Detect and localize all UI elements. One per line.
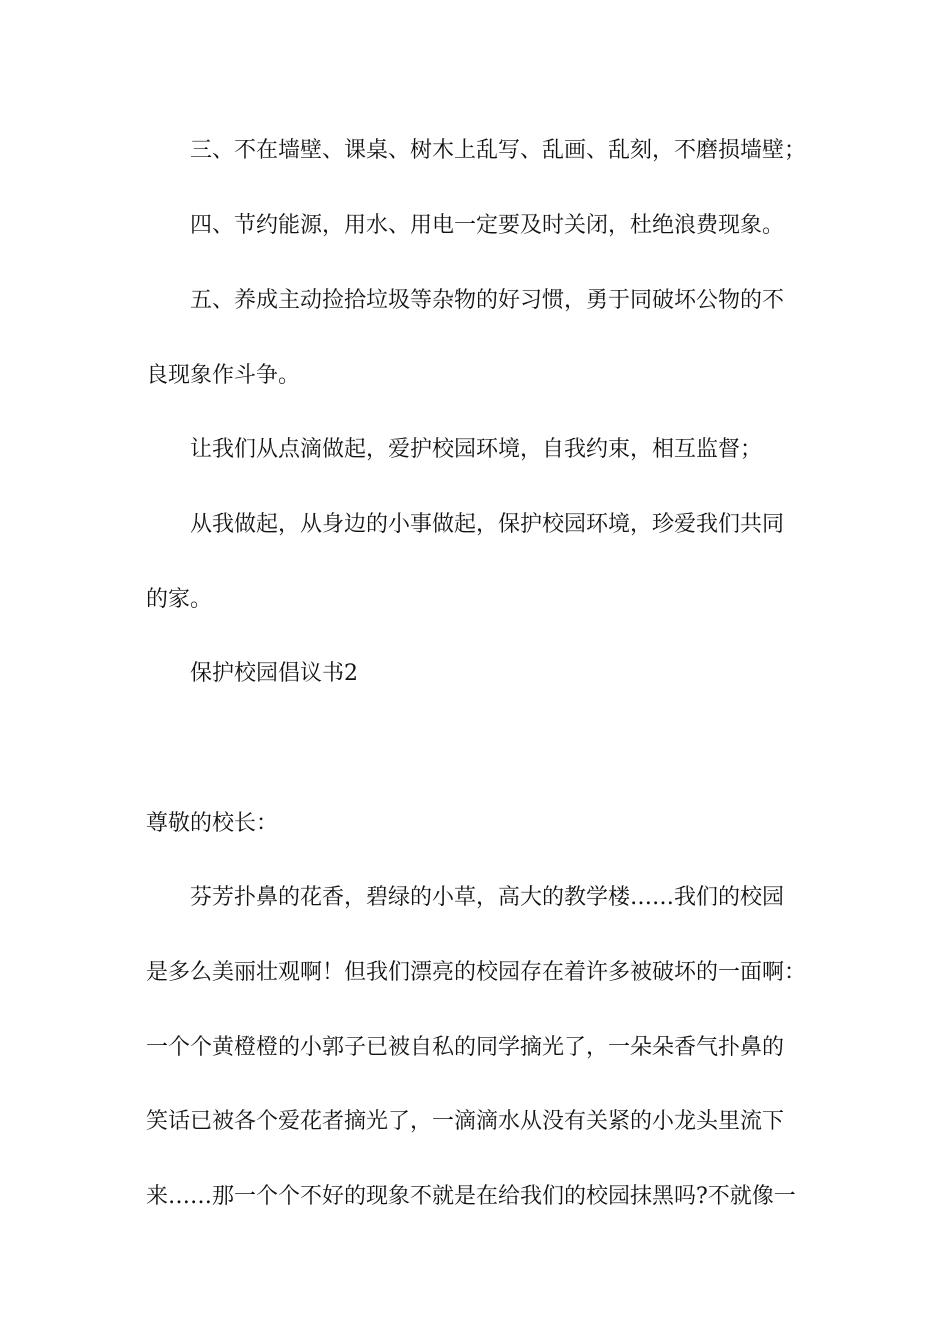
body-line-2: 是多么美丽壮观啊！但我们漂亮的校园存在着许多被破坏的一面啊：: [146, 960, 807, 985]
body-line-1: 芬芳扑鼻的花香，碧绿的小草，高大的教学楼……我们的校园: [190, 885, 785, 910]
body-line-3: 一个个黄橙橙的小郭子已被自私的同学摘光了，一朵朵香气扑鼻的: [146, 1035, 785, 1060]
paragraph-start-from-me: 从我做起，从身边的小事做起，保护校园环境，珍爱我们共同: [190, 512, 785, 537]
rule-three: 三、不在墙壁、课桌、树木上乱写、乱画、乱刻，不磨损墙壁；: [190, 138, 807, 163]
body-line-5: 来……那一个个不好的现象不就是在给我们的校园抹黑吗?不就像一: [146, 1184, 796, 1209]
salutation: 尊敬的校长：: [146, 811, 279, 836]
section-title: 保护校园倡议书2: [190, 661, 358, 686]
rule-five-continued: 良现象作斗争。: [146, 363, 301, 388]
rule-five: 五、养成主动捡拾垃圾等杂物的好习惯，勇于同破坏公物的不: [190, 288, 785, 313]
paragraph-appeal: 让我们从点滴做起，爱护校园环境，自我约束，相互监督；: [190, 437, 763, 462]
rule-four: 四、节约能源，用水、用电一定要及时关闭，杜绝浪费现象。: [190, 213, 785, 238]
paragraph-start-from-me-continued: 的家。: [146, 587, 213, 612]
body-line-4: 笑话已被各个爱花者摘光了，一滴滴水从没有关紧的小龙头里流下: [146, 1109, 785, 1134]
